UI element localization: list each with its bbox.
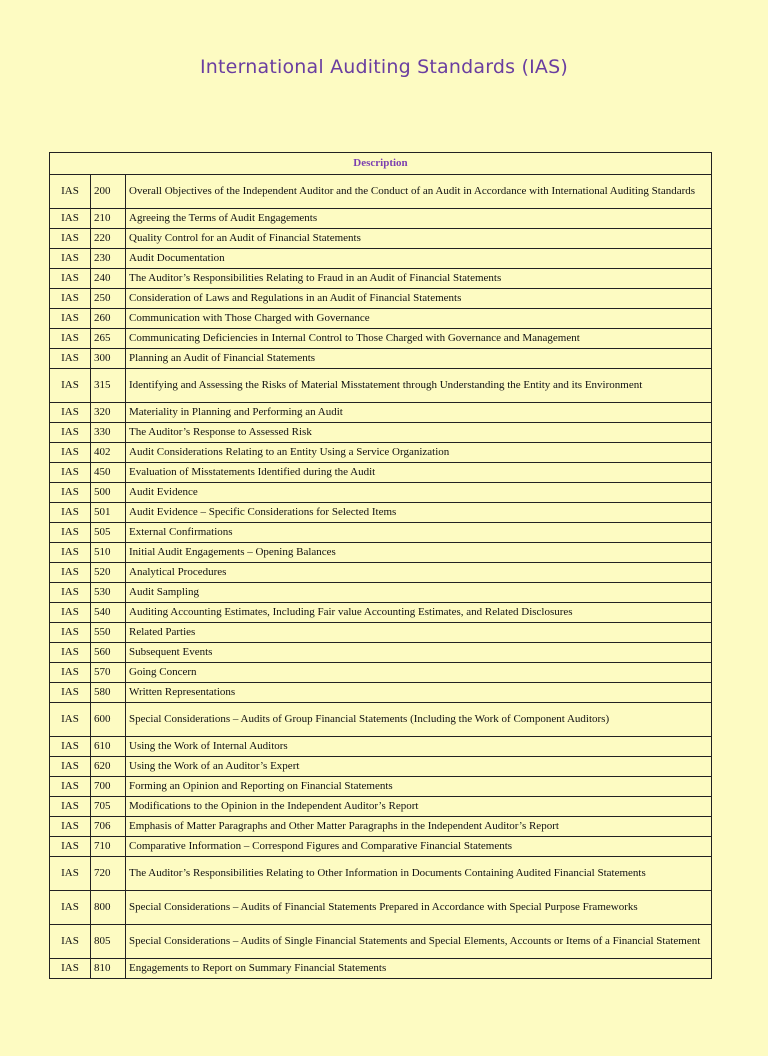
standard-number-cell: 520 xyxy=(91,563,126,583)
table-row xyxy=(50,403,712,423)
standard-description-cell: Initial Audit Engagements – Opening Balances xyxy=(126,543,712,563)
standard-number-cell: 610 xyxy=(91,737,126,757)
standard-description-cell: Audit Evidence xyxy=(126,483,712,503)
standard-description-cell: Special Considerations – Audits of Single Financial Statements and Special Elements, Accounts or Items of a Financial Statement xyxy=(126,925,712,959)
standard-description-cell: Communication with Those Charged with Governance xyxy=(126,309,712,329)
standard-number-cell: 700 xyxy=(91,777,126,797)
table-row xyxy=(50,229,712,249)
standard-code-cell: IAS xyxy=(50,543,91,563)
table-row xyxy=(50,503,712,523)
standard-code-cell: IAS xyxy=(50,583,91,603)
standard-description-cell: Comparative Information – Correspond Figures and Comparative Financial Statements xyxy=(126,837,712,857)
table-row xyxy=(50,837,712,857)
standard-code-cell: IAS xyxy=(50,837,91,857)
table-row xyxy=(50,777,712,797)
standard-description-cell: Materiality in Planning and Performing an Audit xyxy=(126,403,712,423)
standard-code-cell: IAS xyxy=(50,817,91,837)
standard-code-cell: IAS xyxy=(50,249,91,269)
standard-code-cell: IAS xyxy=(50,757,91,777)
standard-code-cell: IAS xyxy=(50,349,91,369)
table-row xyxy=(50,925,712,959)
standard-number-cell: 450 xyxy=(91,463,126,483)
table-row xyxy=(50,209,712,229)
standard-code-cell: IAS xyxy=(50,623,91,643)
standard-description-cell: Evaluation of Misstatements Identified during the Audit xyxy=(126,463,712,483)
standard-description-cell: Using the Work of Internal Auditors xyxy=(126,737,712,757)
standard-code-cell: IAS xyxy=(50,175,91,209)
standard-description-cell: Forming an Opinion and Reporting on Financial Statements xyxy=(126,777,712,797)
standard-description-cell: Special Considerations – Audits of Group Financial Statements (Including the Work of Component Auditors) xyxy=(126,703,712,737)
description-header: Description xyxy=(50,153,712,175)
standard-code-cell: IAS xyxy=(50,703,91,737)
standard-code-cell: IAS xyxy=(50,857,91,891)
table-row xyxy=(50,603,712,623)
standard-number-cell: 600 xyxy=(91,703,126,737)
table-row xyxy=(50,663,712,683)
standard-number-cell: 265 xyxy=(91,329,126,349)
standard-number-cell: 570 xyxy=(91,663,126,683)
standard-code-cell: IAS xyxy=(50,563,91,583)
standard-description-cell: Communicating Deficiencies in Internal Control to Those Charged with Governance and Management xyxy=(126,329,712,349)
standard-description-cell: Going Concern xyxy=(126,663,712,683)
table-row xyxy=(50,483,712,503)
table-row xyxy=(50,309,712,329)
standard-code-cell: IAS xyxy=(50,797,91,817)
standard-description-cell: Auditing Accounting Estimates, Including Fair value Accounting Estimates, and Related Disclosures xyxy=(126,603,712,623)
page-title: International Auditing Standards (IAS) xyxy=(199,56,568,78)
standard-number-cell: 540 xyxy=(91,603,126,623)
table-row xyxy=(50,369,712,403)
standard-number-cell: 530 xyxy=(91,583,126,603)
standard-number-cell: 720 xyxy=(91,857,126,891)
standard-code-cell: IAS xyxy=(50,369,91,403)
standard-description-cell: Consideration of Laws and Regulations in an Audit of Financial Statements xyxy=(126,289,712,309)
standard-number-cell: 230 xyxy=(91,249,126,269)
table-row xyxy=(50,463,712,483)
standard-code-cell: IAS xyxy=(50,925,91,959)
standard-number-cell: 810 xyxy=(91,959,126,979)
standard-number-cell: 320 xyxy=(91,403,126,423)
table-row xyxy=(50,817,712,837)
standard-number-cell: 210 xyxy=(91,209,126,229)
table-row xyxy=(50,563,712,583)
table-row xyxy=(50,623,712,643)
standards-table xyxy=(49,152,712,979)
standard-number-cell: 710 xyxy=(91,837,126,857)
standard-number-cell: 240 xyxy=(91,269,126,289)
standard-description-cell: Related Parties xyxy=(126,623,712,643)
standard-description-cell: Subsequent Events xyxy=(126,643,712,663)
table-row xyxy=(50,249,712,269)
standard-code-cell: IAS xyxy=(50,403,91,423)
standard-description-cell: Using the Work of an Auditor’s Expert xyxy=(126,757,712,777)
standard-code-cell: IAS xyxy=(50,503,91,523)
standard-number-cell: 550 xyxy=(91,623,126,643)
standard-code-cell: IAS xyxy=(50,683,91,703)
table-row xyxy=(50,289,712,309)
standard-number-cell: 706 xyxy=(91,817,126,837)
standard-description-cell: Audit Documentation xyxy=(126,249,712,269)
standard-description-cell: Emphasis of Matter Paragraphs and Other Matter Paragraphs in the Independent Auditor’s Report xyxy=(126,817,712,837)
standard-code-cell: IAS xyxy=(50,443,91,463)
standard-description-cell: Agreeing the Terms of Audit Engagements xyxy=(126,209,712,229)
standard-description-cell: Quality Control for an Audit of Financial Statements xyxy=(126,229,712,249)
standard-description-cell: Engagements to Report on Summary Financial Statements xyxy=(126,959,712,979)
table-row xyxy=(50,423,712,443)
table-row xyxy=(50,703,712,737)
standard-number-cell: 505 xyxy=(91,523,126,543)
standard-code-cell: IAS xyxy=(50,483,91,503)
standard-number-cell: 200 xyxy=(91,175,126,209)
standard-description-cell: Modifications to the Opinion in the Independent Auditor’s Report xyxy=(126,797,712,817)
standard-description-cell: Identifying and Assessing the Risks of Material Misstatement through Understanding the Entity and its Environment xyxy=(126,369,712,403)
standard-code-cell: IAS xyxy=(50,329,91,349)
standard-number-cell: 560 xyxy=(91,643,126,663)
standard-description-cell: External Confirmations xyxy=(126,523,712,543)
standard-number-cell: 705 xyxy=(91,797,126,817)
table-row xyxy=(50,683,712,703)
standard-number-cell: 510 xyxy=(91,543,126,563)
standard-code-cell: IAS xyxy=(50,289,91,309)
table-row xyxy=(50,959,712,979)
standard-description-cell: Special Considerations – Audits of Financial Statements Prepared in Accordance with Special Purpose Frameworks xyxy=(126,891,712,925)
standard-description-cell: Written Representations xyxy=(126,683,712,703)
standard-code-cell: IAS xyxy=(50,663,91,683)
table-row xyxy=(50,523,712,543)
standard-code-cell: IAS xyxy=(50,309,91,329)
table-row xyxy=(50,643,712,663)
standard-description-cell: Audit Sampling xyxy=(126,583,712,603)
table-row xyxy=(50,175,712,209)
standard-number-cell: 250 xyxy=(91,289,126,309)
table-row xyxy=(50,329,712,349)
standard-code-cell: IAS xyxy=(50,463,91,483)
standard-description-cell: Analytical Procedures xyxy=(126,563,712,583)
standard-description-cell: Overall Objectives of the Independent Auditor and the Conduct of an Audit in Accordance with International Auditing Standards xyxy=(126,175,712,209)
standard-description-cell: The Auditor’s Responsibilities Relating to Fraud in an Audit of Financial Statements xyxy=(126,269,712,289)
standard-code-cell: IAS xyxy=(50,269,91,289)
standard-code-cell: IAS xyxy=(50,229,91,249)
table-row xyxy=(50,857,712,891)
standard-code-cell: IAS xyxy=(50,891,91,925)
standard-number-cell: 220 xyxy=(91,229,126,249)
table-row xyxy=(50,443,712,463)
table-body xyxy=(50,175,712,979)
standard-description-cell: The Auditor’s Response to Assessed Risk xyxy=(126,423,712,443)
standard-code-cell: IAS xyxy=(50,737,91,757)
standard-number-cell: 315 xyxy=(91,369,126,403)
standard-description-cell: Audit Evidence – Specific Considerations for Selected Items xyxy=(126,503,712,523)
standard-code-cell: IAS xyxy=(50,777,91,797)
standard-number-cell: 580 xyxy=(91,683,126,703)
standard-number-cell: 300 xyxy=(91,349,126,369)
standard-description-cell: The Auditor’s Responsibilities Relating to Other Information in Documents Containing Audited Financial Statements xyxy=(126,857,712,891)
standard-code-cell: IAS xyxy=(50,643,91,663)
standard-number-cell: 402 xyxy=(91,443,126,463)
standard-number-cell: 330 xyxy=(91,423,126,443)
standard-number-cell: 501 xyxy=(91,503,126,523)
standard-number-cell: 500 xyxy=(91,483,126,503)
standard-description-cell: Planning an Audit of Financial Statements xyxy=(126,349,712,369)
table-row xyxy=(50,891,712,925)
standard-number-cell: 800 xyxy=(91,891,126,925)
table-header-row xyxy=(50,153,712,175)
table-row xyxy=(50,349,712,369)
standard-number-cell: 805 xyxy=(91,925,126,959)
table-row xyxy=(50,737,712,757)
standard-code-cell: IAS xyxy=(50,209,91,229)
standard-number-cell: 620 xyxy=(91,757,126,777)
table-row xyxy=(50,797,712,817)
table-row xyxy=(50,583,712,603)
standard-number-cell: 260 xyxy=(91,309,126,329)
table-row xyxy=(50,543,712,563)
standard-code-cell: IAS xyxy=(50,959,91,979)
standard-code-cell: IAS xyxy=(50,523,91,543)
standard-code-cell: IAS xyxy=(50,603,91,623)
table-row xyxy=(50,757,712,777)
standard-code-cell: IAS xyxy=(50,423,91,443)
standard-description-cell: Audit Considerations Relating to an Entity Using a Service Organization xyxy=(126,443,712,463)
table-row xyxy=(50,269,712,289)
